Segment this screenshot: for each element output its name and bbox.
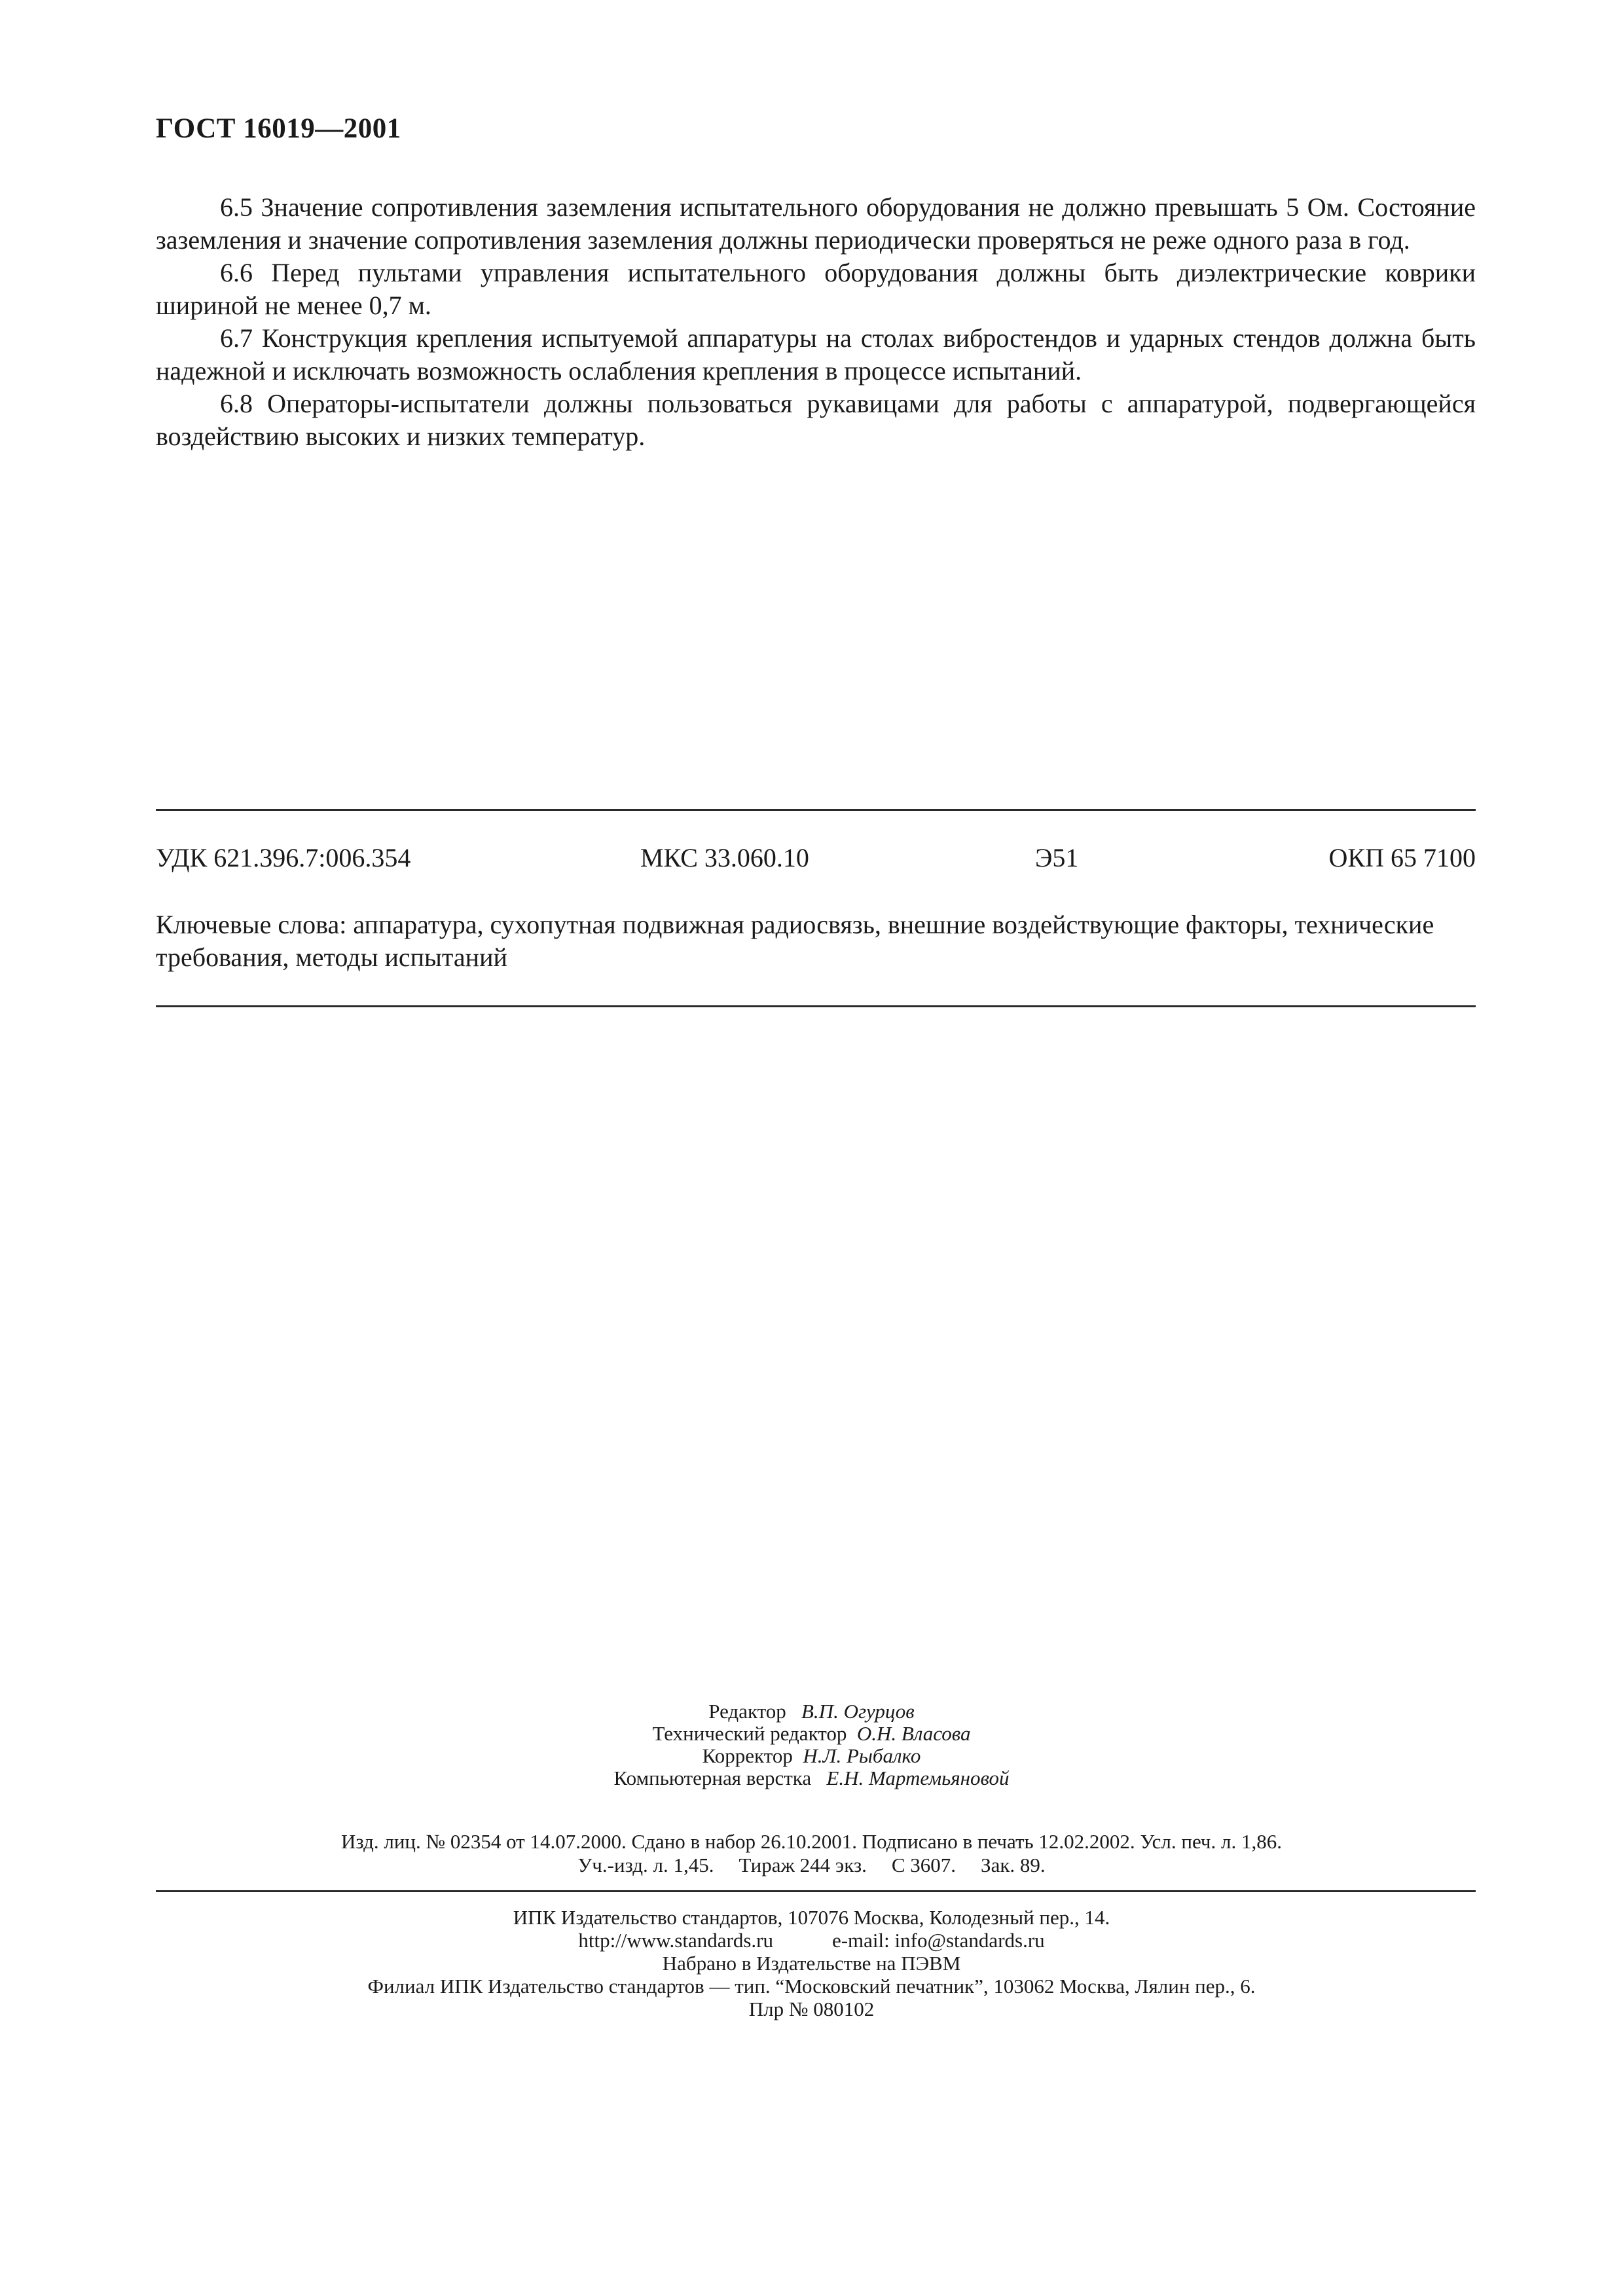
imprint-contacts [0,1929,1623,1952]
credit-layout: Компьютерная верстка Е.Н. Мартемьяновой [613,1767,1010,1789]
mks-code: МКС 33.060.10 [640,843,809,872]
paragraph-6-7: 6.7 Конструкция крепления испытуемой аппаратуры на столах вибростендов и ударных стендов должна быть надежной и исключать возможность ослабления крепления в процессе испытаний. [156,323,1476,386]
paragraph-6-8: 6.8 Операторы-испытатели должны пользоваться рукавицами для работы с аппаратурой, подвергающейся воздействию высоких и низких температур. [156,389,1476,451]
publishing-line-1: Изд. лиц. № 02354 от 14.07.2000. Сдано в набор 26.10.2001. Подписано в печать 12.02.2002. Усл. печ. л. 1,86. [341,1830,1282,1853]
paragraph-6-5: 6.5 Значение сопротивления заземления испытательного оборудования не должно превышать 5 Ом. Состояние заземления и значение сопротивления заземления должны периодически проверяться не реже одного раза в год. [156,192,1476,255]
keywords-block [156,908,1476,974]
publishing-line-2: Уч.-изд. л. 1,45. Тираж 244 экз. С 3607. Зак. 89. [577,1854,1046,1876]
publishing-info [0,1830,1623,1877]
keywords-text: аппаратура, сухопутная подвижная радиосвязь, внешние воздействующие факторы, технические требования, методы испытаний [156,910,1434,972]
divider-bottom [156,1890,1476,1892]
imprint-printer: Филиал ИПК Издательство стандартов — тип. “Московский печатник”, 103062 Москва, Лялин пер., 6. [367,1975,1256,1998]
credits-block [0,1700,1623,1789]
okp-code: ОКП 65 7100 [1328,843,1476,872]
divider-middle [156,1005,1476,1007]
credit-tech-editor: Технический редактор О.Н. Власова [652,1722,971,1745]
credit-corrector: Корректор Н.Л. Рыбалко [702,1744,921,1767]
imprint-license: Плр № 080102 [748,1998,875,2020]
imprint-url: http://www.standards.ru [578,1929,773,1952]
divider-top [156,809,1476,811]
section-6-text [156,191,1476,453]
credit-editor: Редактор В.П. Огурцов [708,1700,915,1723]
imprint-address: ИПК Издательство стандартов, 107076 Москва, Колодезный пер., 14. [513,1906,1110,1929]
imprint-email: e-mail: info@standards.ru [831,1929,1045,1952]
udk-code: УДК 621.396.7:006.354 [156,843,411,872]
document-header: ГОСТ 16019—2001 [156,113,401,144]
paragraph-6-6: 6.6 Перед пультами управления испытательного оборудования должны быть диэлектрические коврики шириной не менее 0,7 м. [156,258,1476,320]
group-code: Э51 [1035,843,1079,872]
imprint-typeset: Набрано в Издательстве на ПЭВМ [662,1952,961,1975]
imprint-block [0,1906,1623,2020]
keywords-label: Ключевые слова: [156,910,347,939]
